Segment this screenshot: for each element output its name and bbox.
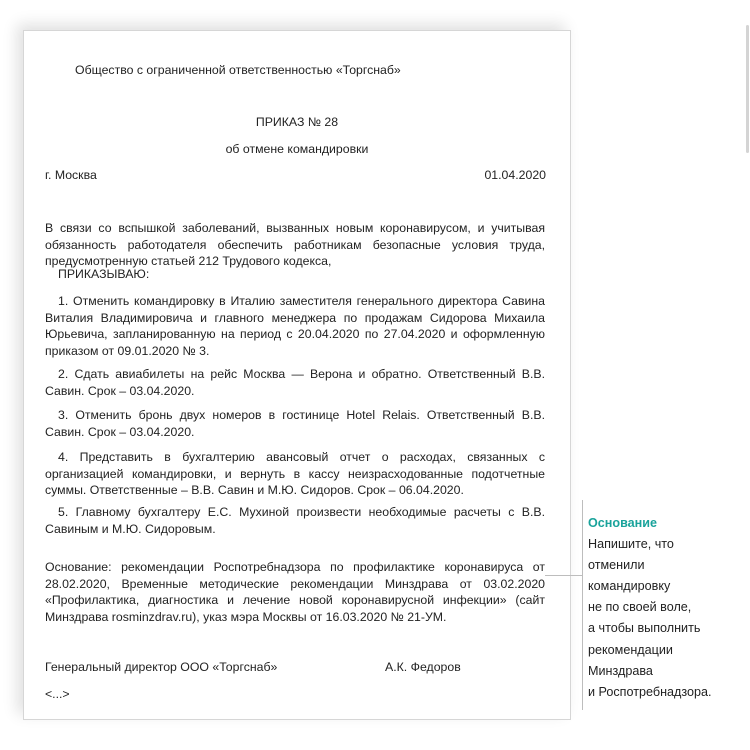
preamble-line: обязанность работодателя обеспечить работникам безопасные условия труда, (45, 237, 545, 252)
preamble (45, 220, 545, 270)
order-word: ПРИКАЗЫВАЮ: (58, 267, 150, 281)
annotation-line: и Роспотребнадзора. (588, 684, 712, 699)
item-line: Савин. Срок – 03.04.2020. (45, 424, 195, 439)
organization-name: Общество с ограниченной ответственностью «Торгснаб» (75, 63, 401, 77)
item-line: приказом от 09.01.2020 № 3. (45, 343, 210, 358)
basis-line: «Профилактика, диагностика и лечение новой коронавирусной инфекции» (сайт (45, 593, 545, 607)
order-date: 01.04.2020 (484, 168, 546, 182)
item-line: 5. Главному бухгалтеру Е.С. Мухиной произвести необходимые расчеты с В.В. (58, 505, 545, 519)
item-3 (45, 407, 545, 440)
order-title: ПРИКАЗ № 28 (255, 115, 339, 129)
annotation-line: а чтобы выполнить (588, 621, 701, 636)
basis (45, 559, 545, 625)
item-line: организацией командировки, и вернуть в кассу неизрасходованные подотчетные (45, 466, 545, 481)
scrollbar[interactable] (746, 25, 749, 153)
item-line: Савин. Срок – 03.04.2020. (45, 383, 195, 398)
signature-position: Генеральный директор ООО «Торгснаб» (45, 660, 278, 674)
order-subject: об отмене командировки (225, 142, 369, 156)
annotation-line: командировку (588, 579, 671, 594)
item-line: 3. Отменить бронь двух номеров в гостинице Hotel Relais. Ответственный В.В. (58, 408, 545, 422)
callout-connector (545, 575, 582, 576)
city: г. Москва (45, 168, 97, 182)
item-line: 4. Представить в бухгалтерию авансовый отчет о расходах, связанных с (58, 450, 545, 464)
annotation-line: Минздрава (588, 663, 653, 678)
item-1 (45, 293, 545, 359)
item-line: Савиным и М.Ю. Сидоровым. (45, 521, 216, 536)
item-2 (45, 366, 545, 399)
item-line: Юрьевича, запланированную на период с 20.04.2020 по 27.04.2020 и оформленную (45, 327, 545, 341)
annotation-line: не по своей воле, (588, 600, 692, 615)
annotation-title: Основание (588, 516, 658, 530)
item-5 (45, 504, 545, 537)
item-line: 2. Сдать авиабилеты на рейс Москва — Верона и обратно. Ответственный В.В. (58, 367, 545, 381)
callout-divider (582, 500, 583, 710)
item-line: Виталия Владимировича и главного менеджера по продажам Сидорова Михаила (45, 310, 545, 325)
document-page (23, 30, 571, 720)
preamble-line: В связи со вспышкой заболеваний, вызванных новым коронавирусом, и учитывая (45, 221, 545, 235)
ellipsis: <...> (45, 687, 70, 701)
item-line: 1. Отменить командировку в Италию заместителя генерального директора Савина (58, 294, 545, 308)
annotation-line: отменили (588, 558, 645, 573)
item-4 (45, 449, 545, 499)
preamble-line: предусмотренную статьей 212 Трудового кодекса, (45, 254, 332, 268)
annotation-line: Напишите, что (588, 537, 674, 552)
item-line: суммы. Ответственные – В.В. Савин и М.Ю. Сидоров. Срок – 06.04.2020. (45, 483, 464, 497)
annotation-note (588, 513, 748, 703)
basis-line: Основание: рекомендации Роспотребнадзора по профилактике коронавируса от (45, 560, 545, 574)
signature-name: А.К. Федоров (385, 660, 461, 674)
basis-line: Минздрава rosminzdrav.ru), указ мэра Москвы от 16.03.2020 № 21-УМ. (45, 609, 447, 624)
annotation-line: рекомендации (588, 642, 673, 657)
basis-line: 28.02.2020, Временные методические рекомендации Минздрава от 03.02.2020 (45, 576, 545, 591)
